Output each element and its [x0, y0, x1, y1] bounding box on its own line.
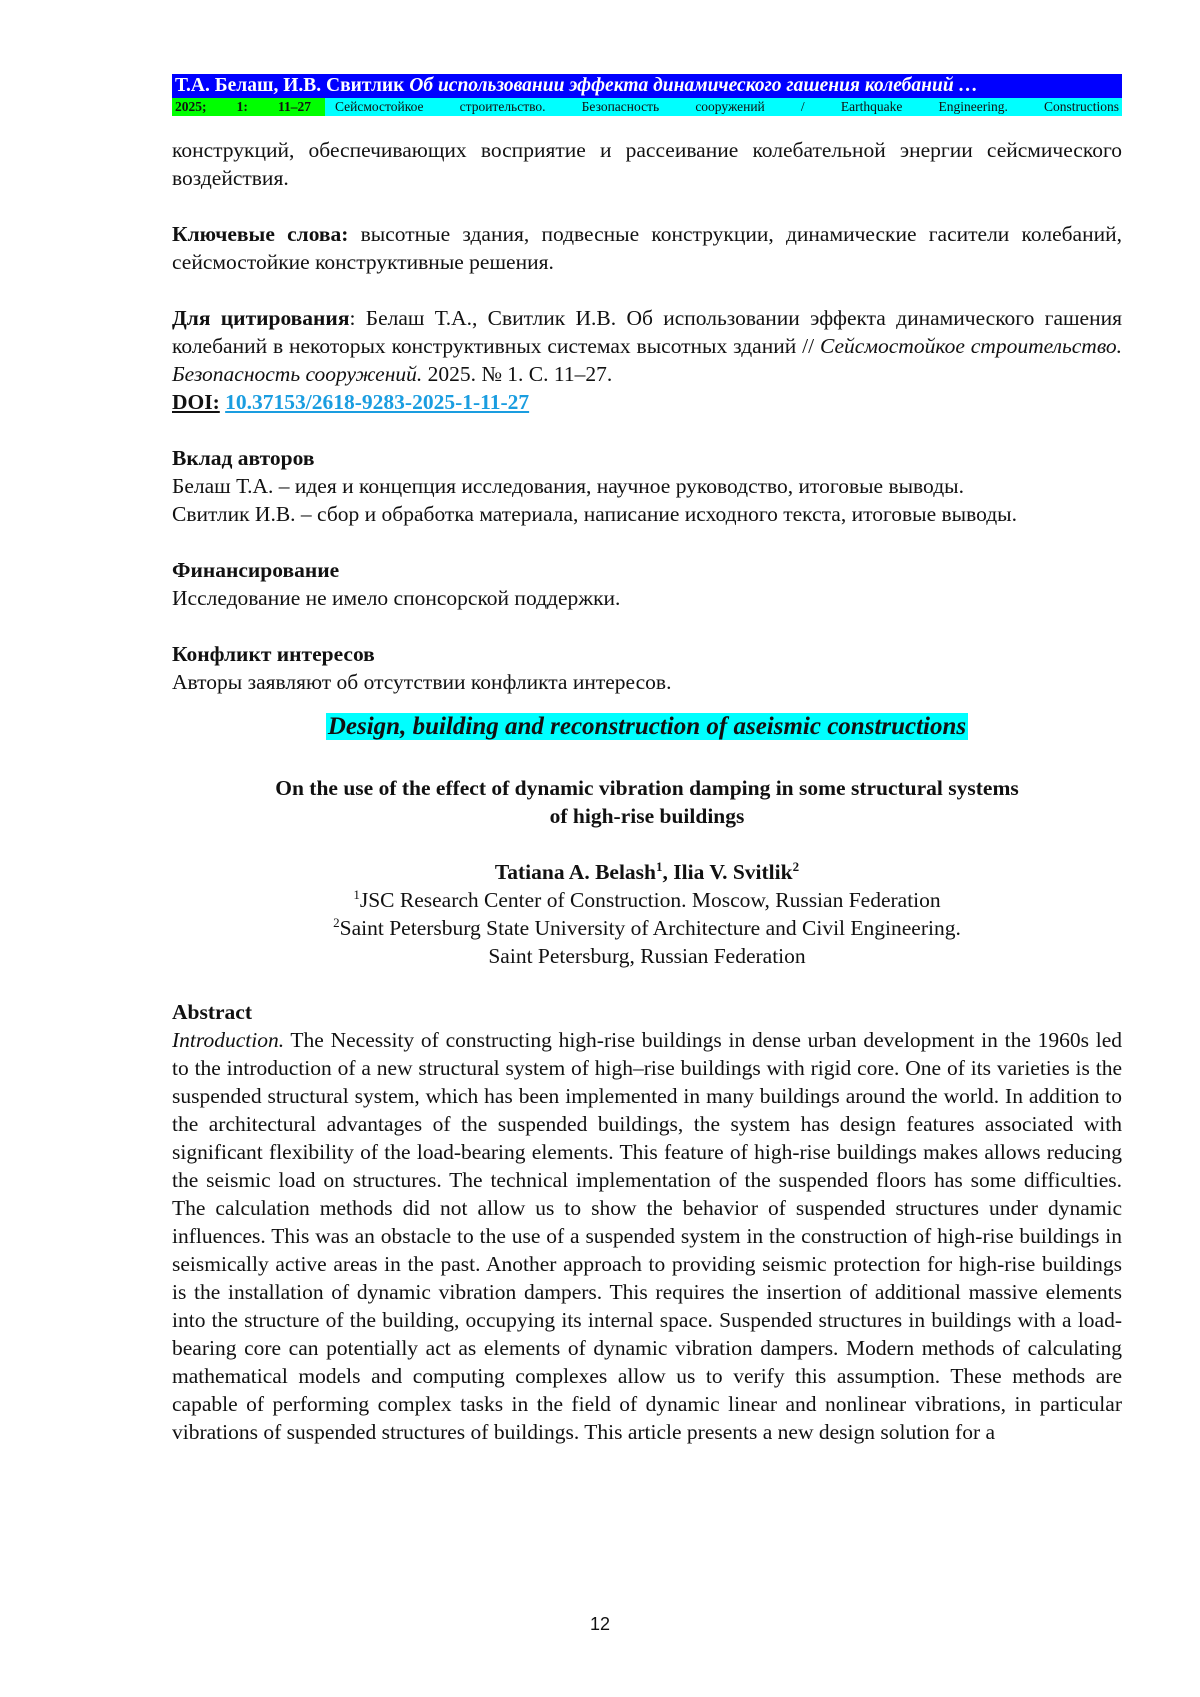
doi-line: [172, 388, 1122, 416]
header-title: Об использовании эффекта динамического гашения колебаний …: [409, 75, 978, 96]
title-line-2: of high-rise buildings: [172, 802, 1122, 830]
affiliation-2: [172, 914, 1122, 942]
article-title-en: [172, 774, 1122, 830]
running-header: [172, 74, 1122, 98]
abstract-intro-label: Introduction.: [172, 1028, 284, 1052]
author-1: Tatiana A. Belash: [495, 860, 656, 884]
journal-word: Сейсмостойкое: [335, 98, 423, 116]
journal-info-bar: [172, 98, 1122, 116]
contribution-heading-text: Вклад авторов: [172, 446, 314, 470]
citation-journal: Сейсмостойкое строительство. Безопасность сооружений.: [172, 334, 1122, 386]
journal-word: Constructions: [1044, 98, 1119, 116]
header-authors: Т.А. Белаш, И.В. Свитлик: [175, 75, 404, 96]
header-year: 2025;: [175, 98, 207, 116]
affiliation-1-sup: 1: [353, 887, 360, 902]
abstract-continuation: конструкций, обеспечивающих восприятие и рассеивание колебательной энергии сейсмического воздействия.: [172, 136, 1122, 192]
citation-text: : Белаш Т.А., Свитлик И.В. Об использовании эффекта динамического гашения колебаний в некоторых конструктивных системах высотных зданий //: [172, 306, 1122, 358]
authors-en: [172, 858, 1122, 886]
section-banner-text: Design, building and reconstruction of aseismic constructions: [326, 713, 968, 740]
contribution-line-2: Свитлик И.В. – сбор и обработка материала, написание исходного текста, итоговые выводы.: [172, 500, 1122, 528]
affiliation-2-city: Saint Petersburg, Russian Federation: [172, 942, 1122, 970]
keywords: [172, 220, 1122, 276]
page-number: 12: [0, 1614, 1200, 1635]
citation-tail: 2025. № 1. С. 11–27.: [422, 362, 612, 386]
journal-word: Engineering.: [938, 98, 1007, 116]
issue-info: [172, 98, 325, 116]
journal-word: строительство.: [460, 98, 546, 116]
journal-word: /: [801, 98, 805, 116]
abstract-heading-text: Abstract: [172, 1000, 252, 1024]
doi-link[interactable]: 10.37153/2618-9283-2025-1-11-27: [225, 390, 529, 414]
title-line-1: On the use of the effect of dynamic vibration damping in some structural systems: [172, 774, 1122, 802]
abstract-text: [172, 1026, 1122, 1446]
abstract-heading: [172, 998, 1122, 1026]
page-content: [172, 74, 1122, 1446]
conflict-heading-text: Конфликт интересов: [172, 642, 375, 666]
journal-name: [325, 98, 1122, 116]
abstract-body: The Necessity of constructing high-rise buildings in dense urban development in the 1960s led to the introduction of a new structural system of high–rise buildings with rigid core. One of its varieties is the suspended structural system, which has been implemented in many buildings around the world. In addition to the architectural advantages of the suspended buildings, the system has design features associated with significant flexibility of the load-bearing elements. This feature of high-rise buildings makes allows reducing the seismic load on structures. The technical implementation of the suspended floors has some difficulties. The calculation methods did not allow us to show the behavior of suspended structures under dynamic influences. This was an obstacle to the use of a suspended system in the construction of high-rise buildings in seismically active areas in the past. Another approach to providing seismic protection for high-rise buildings is the installation of dynamic vibration dampers. This requires the insertion of additional massive elements into the structure of the building, occupying its internal space. Suspended structures in buildings with a load-bearing core can potentially act as elements of dynamic vibration dampers. Modern methods of calculating mathematical models and computing complexes allow us to verify this assumption. These methods are capable of performing complex tasks in the field of dynamic linear and nonlinear vibrations, in particular vibrations of suspended structures of buildings. This article presents a new design solution for a: [172, 1028, 1122, 1444]
funding-heading-text: Финансирование: [172, 558, 339, 582]
contribution-heading: [172, 444, 1122, 472]
author-1-sup: 1: [656, 859, 663, 874]
journal-word: Безопасность: [582, 98, 659, 116]
author-2: Ilia V. Svitlik: [673, 860, 792, 884]
citation-label: Для цитирования: [172, 306, 349, 330]
citation: [172, 304, 1122, 388]
section-banner: [172, 710, 1122, 744]
conflict-heading: [172, 640, 1122, 668]
keywords-label: Ключевые слова:: [172, 222, 348, 246]
keywords-text: высотные здания, подвесные конструкции, динамические гасители колебаний, сейсмостойкие конструктивные решения.: [172, 222, 1122, 274]
header-pages: 11–27: [278, 98, 311, 116]
affiliation-2-sup: 2: [333, 915, 340, 930]
affiliation-1: [172, 886, 1122, 914]
author-separator: ,: [663, 860, 674, 884]
header-issue: 1:: [237, 98, 248, 116]
journal-word: Earthquake: [841, 98, 902, 116]
article-body: [172, 136, 1122, 1446]
affiliation-2-text: Saint Petersburg State University of Architecture and Civil Engineering.: [340, 916, 961, 940]
doi-label: DOI:: [172, 390, 220, 414]
funding-heading: [172, 556, 1122, 584]
journal-word: сооружений: [695, 98, 764, 116]
affiliation-1-text: JSC Research Center of Construction. Moscow, Russian Federation: [360, 888, 941, 912]
funding-text: Исследование не имело спонсорской поддержки.: [172, 584, 1122, 612]
conflict-text: Авторы заявляют об отсутствии конфликта интересов.: [172, 668, 1122, 696]
author-2-sup: 2: [793, 859, 800, 874]
contribution-line-1: Белаш Т.А. – идея и концепция исследования, научное руководство, итоговые выводы.: [172, 472, 1122, 500]
